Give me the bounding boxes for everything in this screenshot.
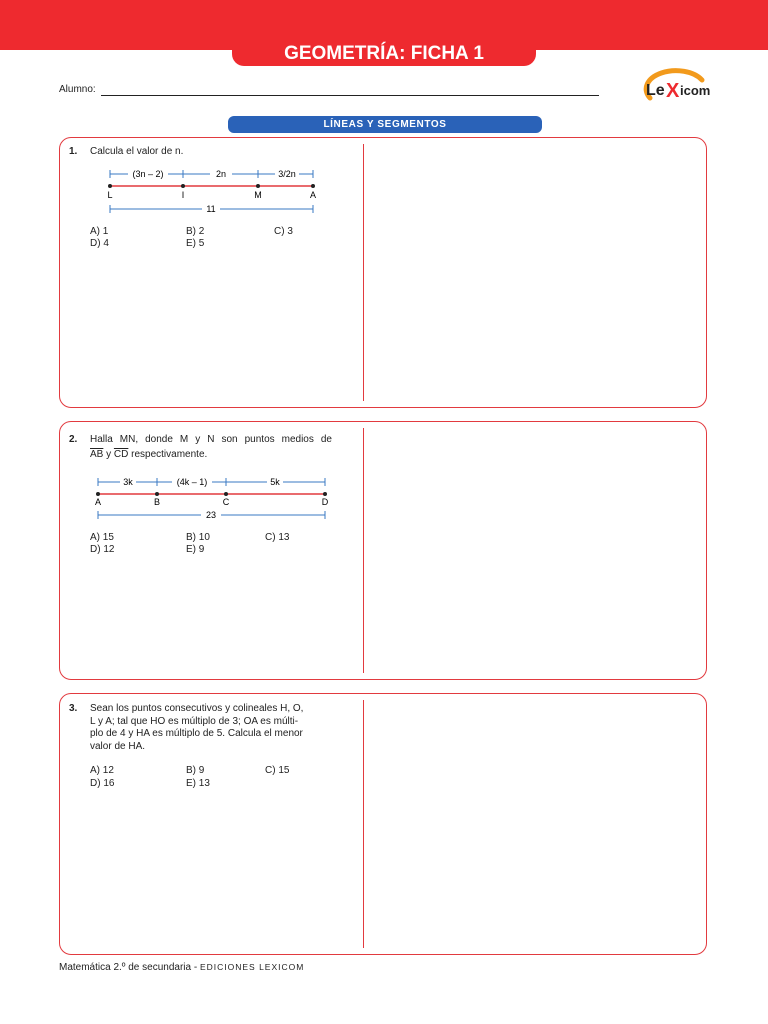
question-line: Sean los puntos consecutivos y colineales H, O, [90,703,304,714]
segment-cd: $\overline{CD}$ [113,449,129,460]
footer [59,962,304,973]
answer-divider [363,428,364,673]
section-title: LÍNEAS Y SEGMENTOS [228,116,542,133]
segment-ab: $\overline{AB}$ [90,449,104,460]
answer-divider [363,700,364,948]
option-a: A) 12 [90,765,114,776]
lexicom-logo [640,68,712,112]
option-c: C) 15 [265,765,290,776]
question-line: plo de 4 y HA es múltiplo de 5. Calcula el menor [90,728,303,739]
question-line: valor de HA. [90,740,146,752]
point-b [155,492,159,496]
question-line: L y A; tal que HO es múltiplo de 3; OA es múlti- [90,715,299,727]
option-b: B) 10 [186,532,210,543]
point-i [181,184,185,188]
segment-figure-2 [88,474,338,524]
point-label: L [107,190,113,200]
point-label: B [153,497,161,507]
option-d: D) 12 [90,544,115,555]
option-b: B) 2 [186,226,205,237]
option-c: C) 13 [265,532,290,543]
option-a: A) 1 [90,226,109,237]
option-d: D) 16 [90,778,115,789]
segment-figure-1 [98,164,328,216]
question-number: 2. [69,434,78,445]
conjunction: y [106,449,112,460]
segment-label: 3k [123,477,133,487]
question-number: 1. [69,146,78,157]
answer-divider [363,144,364,401]
point-a [311,184,315,188]
option-c: C) 3 [274,226,293,237]
option-e: E) 13 [186,778,210,789]
svg-text:icom: icom [680,83,711,98]
question-text: Calcula el valor de n. [90,146,184,157]
svg-text:Le: Le [646,82,665,99]
footer-brand: EDICIONES LEXICOM [199,962,305,972]
option-e: E) 5 [186,238,205,249]
point-label: A [94,497,102,507]
student-label: Alumno: [59,84,96,95]
total-label: 23 [205,510,217,520]
question-card-3 [59,693,707,955]
footer-text: Matemática 2.º de secundaria - [59,962,200,973]
question-text-tail: respectivamente. [131,449,208,460]
question-card-2 [59,421,707,680]
option-e: E) 9 [186,544,205,555]
total-label: 11 [206,204,216,214]
question-text: Halla MN, donde M y N son puntos medios de [90,434,332,445]
point-c [224,492,228,496]
point-d [323,492,327,496]
segment-label: (4k – 1) [176,477,208,487]
page-title: GEOMETRÍA: FICHA 1 [232,42,536,66]
point-m [256,184,260,188]
point-l [108,184,112,188]
segment-label: 2n [215,169,227,179]
point-label: I [181,190,185,200]
option-b: B) 9 [186,765,205,776]
question-text [90,703,332,753]
point-label: D [321,497,329,507]
point-label: M [254,190,262,200]
question-card-1 [59,137,707,408]
segment-label: (3n – 2) [132,169,164,179]
point-label: C [222,497,230,507]
option-d: D) 4 [90,238,109,249]
point-label: A [309,190,317,200]
student-name-line [101,95,599,96]
segment-label: 5k [270,477,280,487]
option-a: A) 15 [90,532,114,543]
segment-label: 3/2n [278,169,296,179]
question-number: 3. [69,703,78,714]
svg-text:X: X [666,80,680,102]
point-a [96,492,100,496]
